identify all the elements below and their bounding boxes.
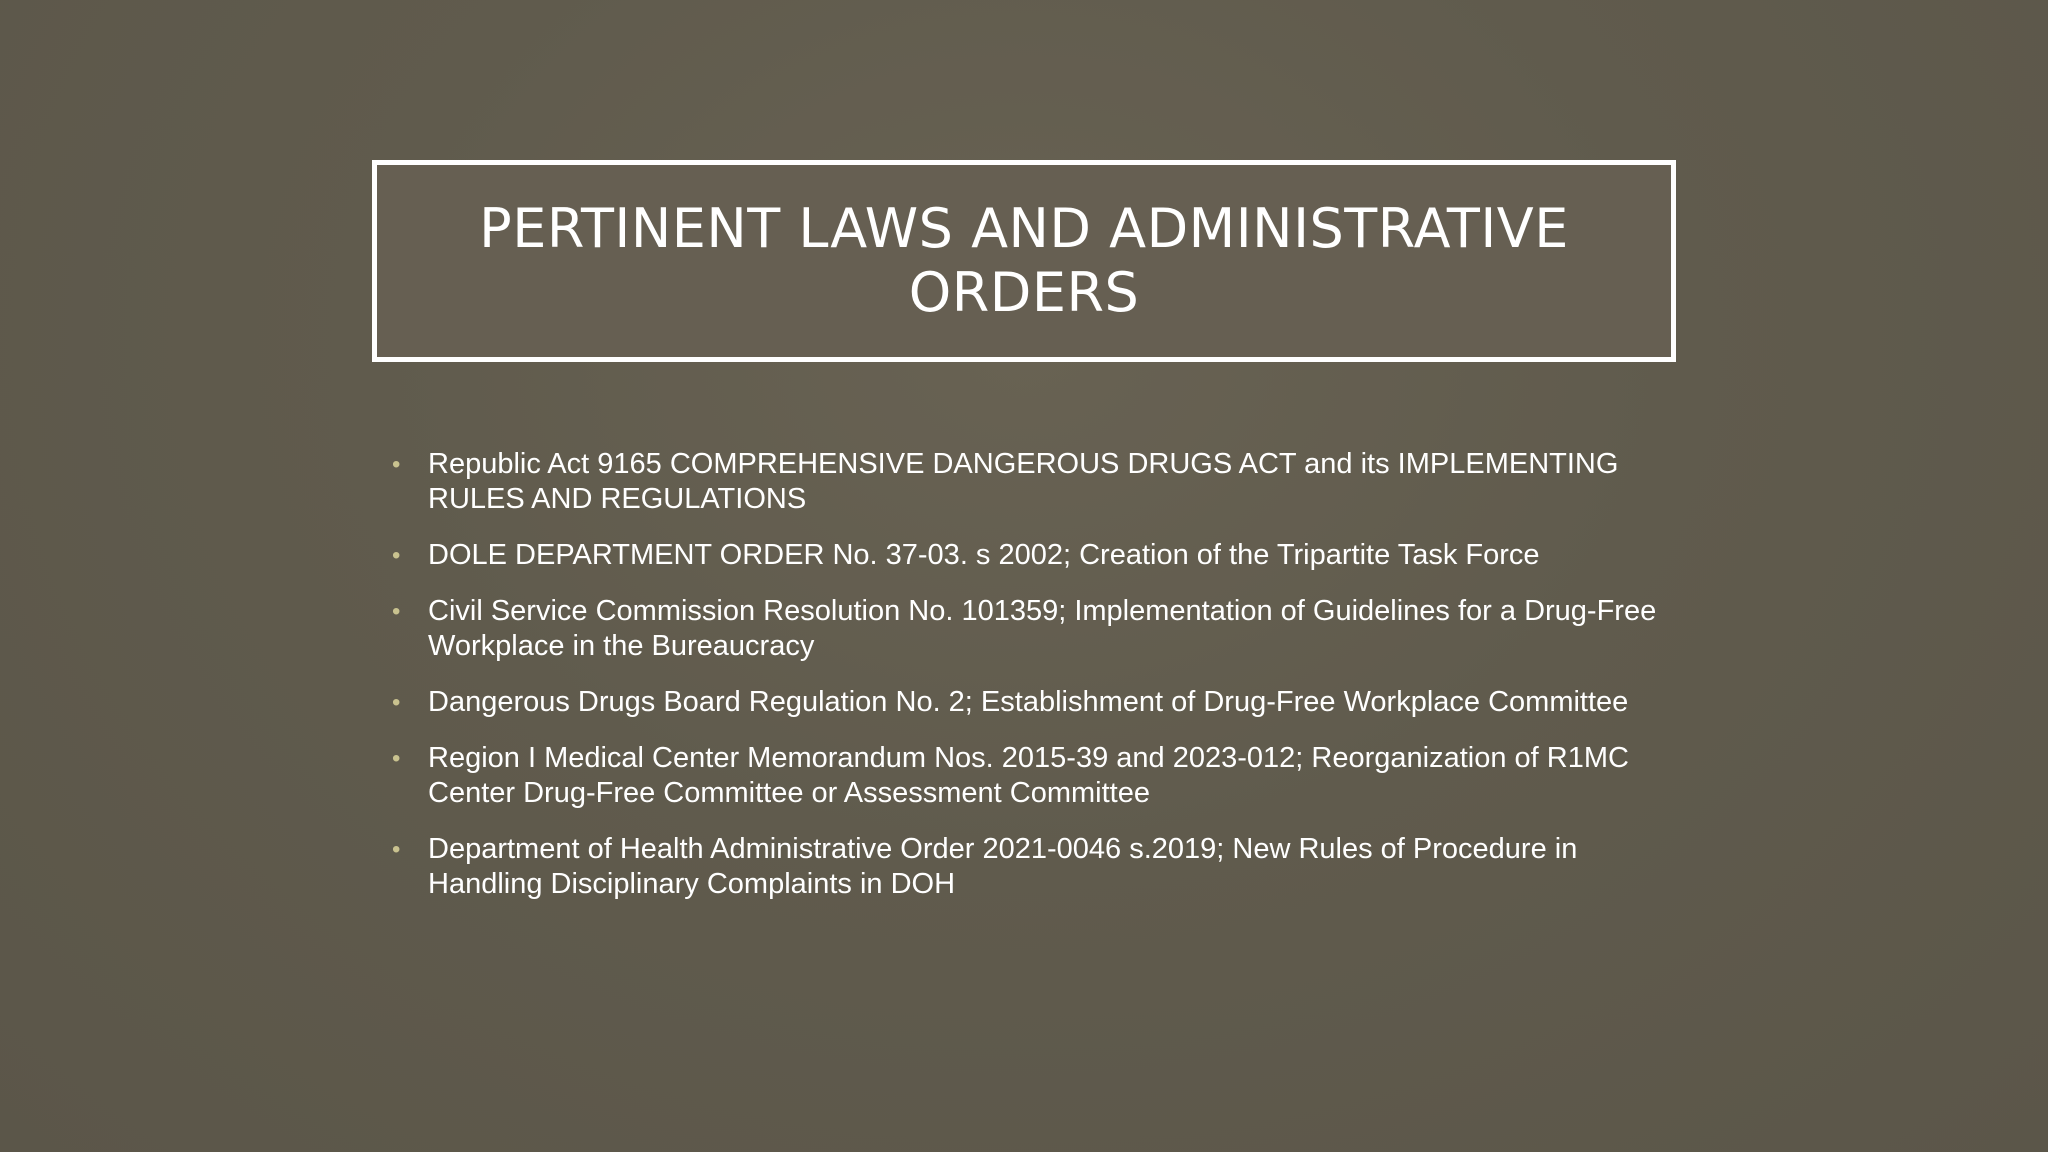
bullet-text: Department of Health Administrative Order 2021-0046 s.2019; New Rules of Procedure in Handling Disciplinary Complaints in DOH	[428, 833, 1578, 900]
bullet-dot-icon: •	[392, 689, 401, 716]
bullet-dot-icon: •	[392, 542, 401, 569]
bullet-item	[392, 447, 1672, 517]
bullet-item	[392, 594, 1672, 664]
bullet-text: Dangerous Drugs Board Regulation No. 2; Establishment of Drug-Free Workplace Committee	[428, 686, 1629, 718]
bullet-item	[392, 685, 1672, 720]
slide-title: PERTINENT LAWS AND ADMINISTRATIVE ORDERS	[479, 197, 1569, 324]
bullet-item	[392, 832, 1672, 902]
bullet-text: DOLE DEPARTMENT ORDER No. 37-03. s 2002; Creation of the Tripartite Task Force	[428, 539, 1540, 571]
bullet-dot-icon: •	[392, 451, 401, 478]
bullet-item	[392, 741, 1672, 811]
bullet-text: Region I Medical Center Memorandum Nos. 2015-39 and 2023-012; Reorganization of R1MC Center Drug-Free Committee or Assessment Committee	[428, 742, 1629, 809]
bullet-text: Civil Service Commission Resolution No. 101359; Implementation of Guidelines for a Drug-Free Workplace in the Bureaucracy	[428, 595, 1657, 662]
bullet-dot-icon: •	[392, 745, 401, 772]
bullet-dot-icon: •	[392, 836, 401, 863]
bullet-list	[392, 447, 1672, 923]
title-box	[372, 160, 1676, 362]
bullet-text: Republic Act 9165 COMPREHENSIVE DANGEROUS DRUGS ACT and its IMPLEMENTING RULES AND REGULATIONS	[428, 448, 1619, 515]
bullet-item	[392, 538, 1672, 573]
bullet-dot-icon: •	[392, 598, 401, 625]
